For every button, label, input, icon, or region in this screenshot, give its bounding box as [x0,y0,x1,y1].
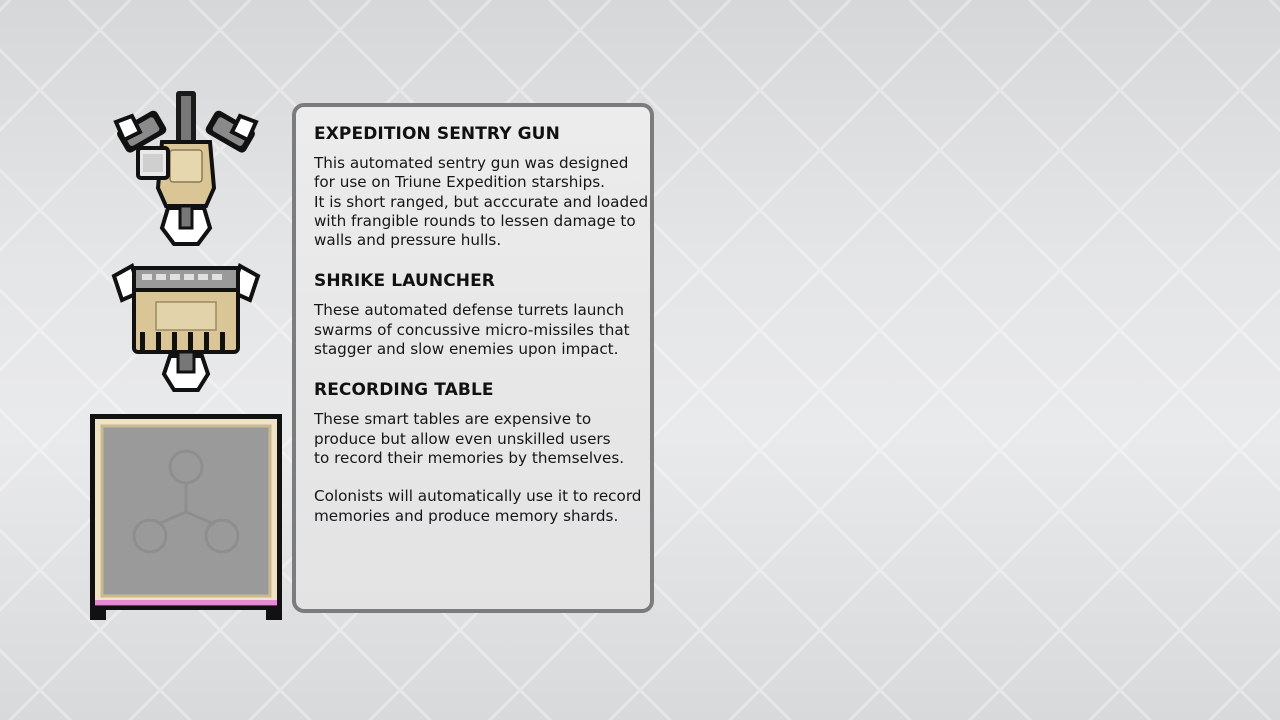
entry-title: RECORDING TABLE [314,380,494,401]
entry-title: SHRIKE LAUNCHER [314,271,495,292]
entry-description: These automated defense turrets launch swarms of concussive micro-missiles that stagger and slow enemies upon impact. [314,301,630,359]
info-panel-content [314,123,650,526]
info-panel [292,103,654,613]
entry-description: This automated sentry gun was designed for use on Triune Expedition starships. It is short ranged, but acccurate and loaded with frangible rounds to lessen damage to walls and pressure hulls. [314,154,649,250]
entry-note: Colonists will automatically use it to record memories and produce memory shards. [314,487,642,525]
shrike-launcher-turret-icon [110,262,262,394]
entry-recording-table [314,379,650,525]
entry-shrike-launcher [314,270,650,359]
sentry-gun-turret-icon [110,88,262,248]
recording-table-icon [88,412,284,622]
entry-description: These smart tables are expensive to produce but allow even unskilled users to record their memories by themselves. [314,410,625,467]
entry-title: EXPEDITION SENTRY GUN [314,124,560,144]
entry-sentry-gun [314,123,650,250]
